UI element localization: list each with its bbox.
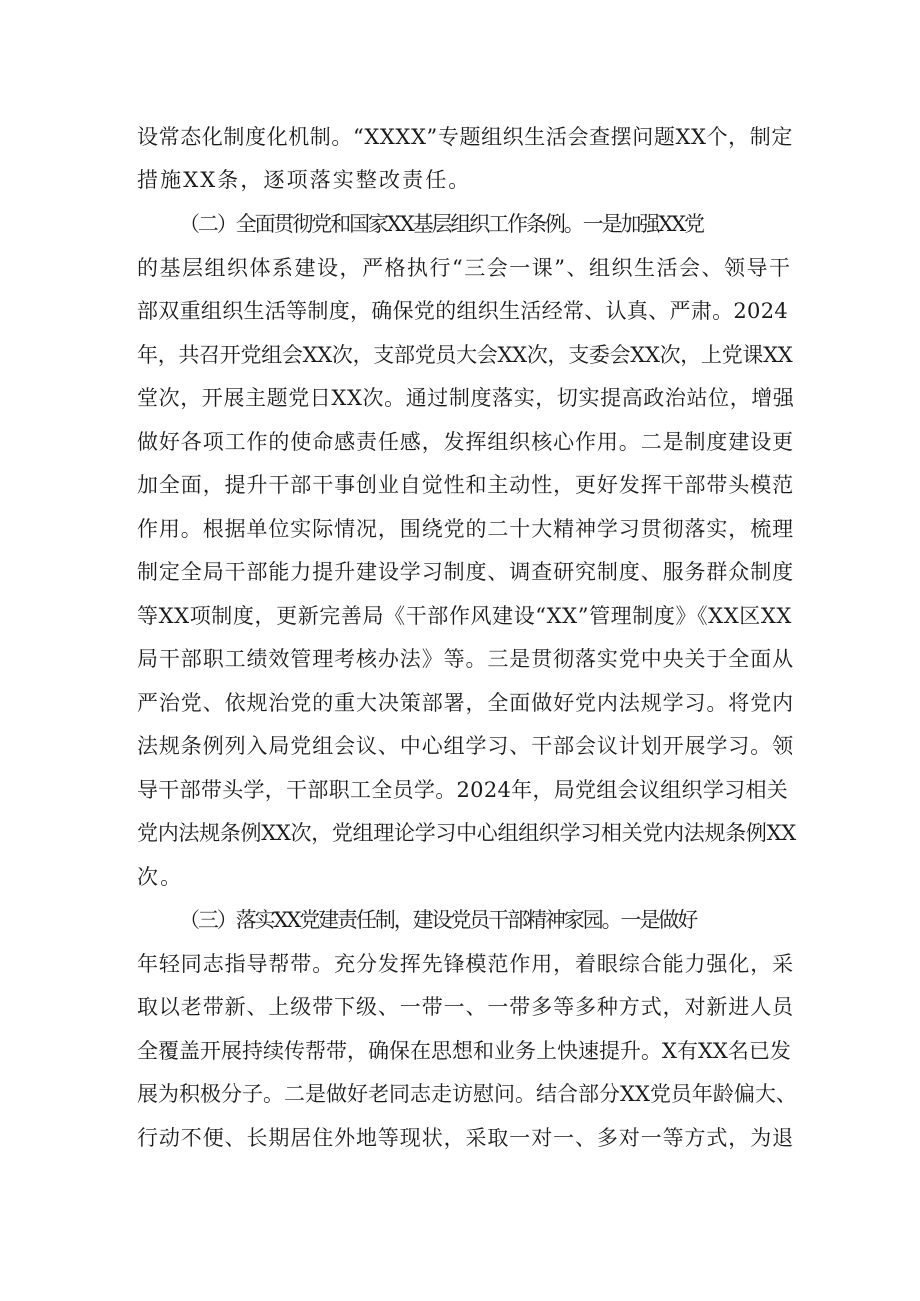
text-line: 取以老带新、上级带下级、一带一、一带多等多种方式，对新进人员 (137, 995, 794, 1019)
text-line: 导干部带头学，干部职工全员学。2024年，局党组会议组织学习相关 (137, 778, 789, 802)
text-line: 措施XX条，逐项落实整改责任。 (137, 168, 472, 192)
text-line: 年，共召开党组会XX次，支部党员大会XX次，支委会XX次，上党课XX (137, 343, 793, 367)
text-line: 行动不便、长期居住外地等现状，采取一对一、多对一等方式，为退 (137, 1126, 794, 1150)
text-line: 次。 (137, 865, 184, 889)
text-line: 设常态化制度化机制。“XXXX”专题组织生活会查摆问题XX个，制定 (137, 125, 793, 149)
text-line: 展为积极分子。二是做好老同志走访慰问。结合部分XX党员年龄偏大、 (137, 1082, 797, 1106)
text-line: 严治党、依规治党的重大决策部署，全面做好党内法规学习。将党内 (137, 691, 794, 715)
text-line: 年轻同志指导帮带。充分发挥先锋模范作用，着眼综合能力强化，采 (137, 952, 794, 976)
text-line: 作用。根据单位实际情况，围绕党的二十大精神学习贯彻落实，梳理 (137, 517, 794, 541)
text-line: 法规条例列入局党组会议、中心组学习、干部会议计划开展学习。领 (137, 734, 794, 758)
paragraph-heading-2: （二）全面贯彻党和国家XX基层组织工作条例。一是加强XX党 (179, 212, 703, 236)
text-line: 等XX项制度，更新完善局《干部作风建设“XX”管理制度》《XX区XX (137, 604, 792, 628)
text-line: 的基层组织体系建设，严格执行“三会一课”、组织生活会、领导干 (137, 256, 792, 280)
text-line: 加全面，提升干部干事创业自觉性和主动性，更好发挥干部带头模范 (137, 473, 794, 497)
text-line: 全覆盖开展持续传帮带，确保在思想和业务上快速提升。X有XX名已发 (137, 1039, 791, 1063)
text-line: 局干部职工绩效管理考核办法》等。三是贯彻落实党中央关于全面从 (137, 647, 794, 671)
text-line: 党内法规条例XX次，党组理论学习中心组组织学习相关党内法规条例XX (137, 821, 796, 845)
text-line: 部双重组织生活等制度，确保党的组织生活经常、认真、严肃。2024 (137, 299, 789, 323)
text-line: 堂次，开展主题党日XX次。通过制度落实，切实提高政治站位，增强 (137, 386, 795, 410)
text-line: 做好各项工作的使命感责任感，发挥组织核心作用。二是制度建设更 (137, 430, 794, 454)
paragraph-heading-3: （三）落实XX党建责任制，建设党员干部精神家园。一是做好 (179, 908, 697, 932)
text-line: 制定全局干部能力提升建设学习制度、调查研究制度、服务群众制度 (137, 560, 794, 584)
